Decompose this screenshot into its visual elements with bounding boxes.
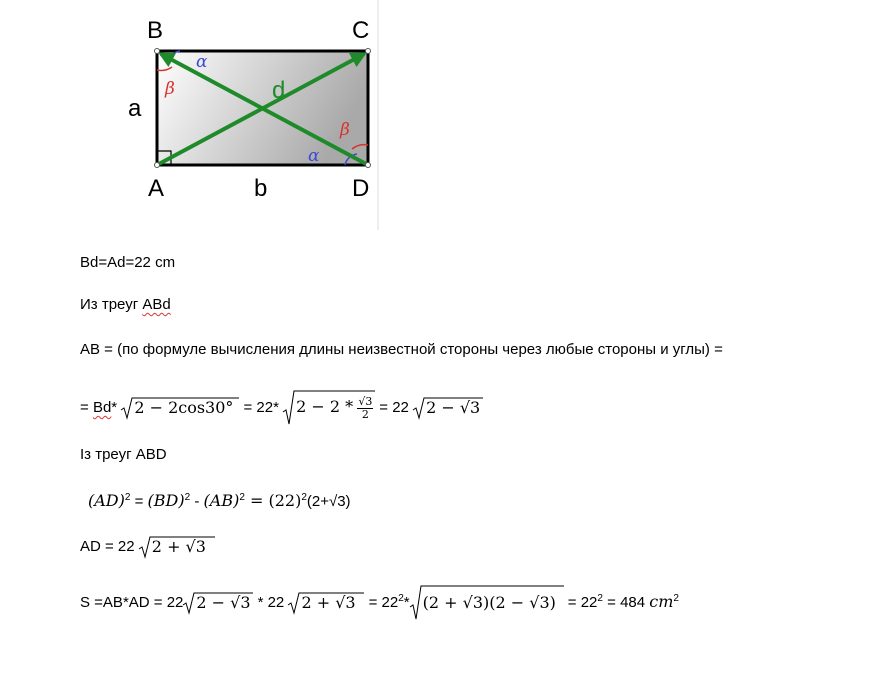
given-text: Bd=Ad=22 cm [80, 254, 176, 271]
sqrt-nested [283, 390, 375, 426]
angle-label-alpha-b: α [196, 52, 208, 72]
term-ad: (AD) [88, 491, 125, 510]
calc-equals: = [80, 398, 93, 416]
vertex-b-dot [155, 49, 160, 54]
sqrt-result-radicand: 2 − √3 [426, 398, 481, 417]
area-unit: cm [649, 591, 674, 611]
fraction-denominator: 2 [361, 407, 369, 421]
vertex-label-c: C [352, 17, 370, 44]
ab-formula-intro [80, 340, 723, 360]
exp-bd: 2 [184, 492, 191, 503]
triangle-abd-heading-2 [80, 445, 167, 465]
term-2-plus-sqrt3: (2+√3) [306, 493, 351, 510]
vertex-d-dot [366, 163, 371, 168]
term-bd: (BD) [147, 491, 185, 510]
area-radicand-1: 2 − √3 [196, 593, 251, 612]
sqrt-2-plus-sqrt3 [139, 535, 215, 559]
area-exp-2: 2 [597, 592, 603, 604]
area-sqrt-product [410, 585, 564, 621]
area-radicand-2: 2 + √3 [301, 593, 356, 612]
minus-sign: - [190, 493, 204, 510]
exp-ab: 2 [239, 492, 245, 503]
angle-label-beta-d: β [340, 120, 350, 140]
diagonal-label-d: d [272, 77, 286, 104]
triangle-name: ABd [142, 296, 171, 313]
heading-abd-text: Із треуг ABD [80, 446, 167, 463]
sqrt-nested-radicand: 2 − 2 * [296, 397, 354, 416]
area-times-22: * 22 [253, 593, 289, 611]
area-sqrt-2 [288, 591, 364, 615]
ad-prefix: AD = 22 [80, 538, 139, 555]
area-exp-1: 2 [398, 592, 404, 604]
area-star: * [403, 593, 410, 611]
area-sqrt-1 [183, 591, 253, 615]
area-unit-exp: 2 [673, 592, 679, 604]
given-line [80, 253, 175, 273]
term-22: = (22) [244, 491, 302, 510]
area-eq-22-b: = 22 [563, 593, 598, 611]
side-label-b: b [254, 175, 268, 202]
vertex-c-dot [366, 49, 371, 54]
triangle-abd-heading [80, 295, 171, 315]
sqrt-2-minus-sqrt3 [413, 396, 483, 420]
fraction-numerator: √3 [358, 394, 373, 408]
pythagoras-line [88, 486, 351, 514]
ad-result-line [80, 535, 215, 559]
angle-label-beta-b: β [165, 79, 175, 99]
area-eq-22: = 22 [364, 593, 399, 611]
calc-star: * [111, 398, 122, 416]
rectangle-figure [120, 0, 390, 232]
ab-formula-text: AB = (по формуле вычисления длины неизвестной стороны через любые стороны и углы) = [80, 341, 723, 358]
vertex-label-d: D [352, 175, 370, 202]
sqrt-cos30-radicand: 2 − 2cos30° [134, 398, 234, 417]
exp-22: 2 [301, 492, 307, 503]
ab-calculation [80, 390, 483, 426]
vertex-label-b: B [147, 17, 164, 44]
vertex-label-a: A [148, 175, 165, 202]
vertex-a-dot [155, 163, 160, 168]
angle-label-alpha-d: α [308, 146, 320, 166]
heading-prefix: Из треуг [80, 296, 143, 313]
term-ab: (AB) [203, 491, 240, 510]
calc-result-prefix: = 22 [379, 398, 409, 416]
area-value: = 484 [602, 593, 650, 611]
calc-mid: = 22* [243, 398, 279, 416]
calc-bd: Bd [92, 398, 112, 416]
exp-ad: 2 [124, 492, 131, 503]
ad-radicand: 2 + √3 [151, 537, 206, 557]
side-label-a: a [128, 95, 142, 122]
eq-sign: = [130, 493, 148, 510]
sqrt-cos30 [121, 396, 239, 420]
area-prefix: S =AB*AD = 22 [80, 593, 184, 611]
area-line [80, 585, 679, 621]
area-radicand-product: (2 + √3)(2 − √3) [422, 593, 556, 612]
